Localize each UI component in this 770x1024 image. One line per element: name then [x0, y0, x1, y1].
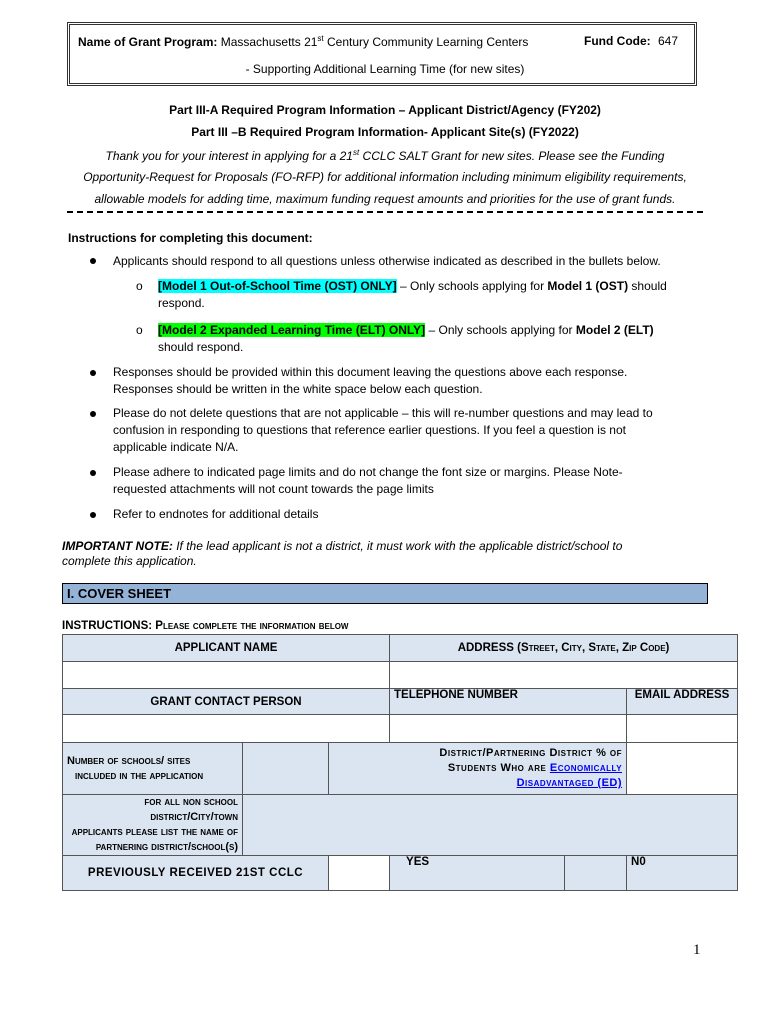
program-header-box [67, 22, 697, 86]
sub-bullet-marker: o [136, 279, 143, 293]
instruction-bullet-5: Refer to endnotes for additional details [113, 507, 319, 521]
sub-bullet-marker: o [136, 323, 143, 337]
previously-received-label: PREVIOUSLY RECEIVED 21ST CCLC [63, 856, 329, 891]
applicant-name-label: APPLICANT NAME [63, 635, 390, 662]
previously-received-field[interactable] [329, 856, 390, 891]
part-3b-title: Part III –B Required Program Information- Applicant Site(s) (FY2022) [191, 125, 579, 139]
disadvantaged-link[interactable]: Disadvantaged (ED) [516, 777, 623, 789]
bullet-icon [90, 470, 96, 476]
non-school-label: for all non school district/City/town applicants please list the name of partnering district/school(s) [63, 795, 243, 856]
model-2-instruction: [Model 2 Expanded Learning Time (ELT) ONLY] – Only schools applying for Model 2 (ELT) should respond. [158, 323, 654, 354]
important-note: IMPORTANT NOTE: If the lead applicant is not a district, it must work with the applicable district/school to complete this application. [62, 539, 623, 568]
cover-instructions: INSTRUCTIONS: Please complete the information below [62, 620, 349, 632]
contact-person-field[interactable] [63, 715, 390, 743]
instruction-bullet-3: Please do not delete questions that are not applicable – this will re-number questions and may lead to confusion in responding to questions that reference earlier questions. If you feel a question is not applicable indicate N/A. [113, 406, 653, 454]
email-field[interactable] [627, 715, 738, 743]
telephone-field[interactable] [390, 715, 627, 743]
no-option[interactable]: N0 [627, 856, 738, 891]
bullet-icon [90, 411, 96, 417]
applicant-name-field[interactable] [63, 662, 390, 689]
address-label: ADDRESS (Street, City, State, Zip Code) [390, 635, 738, 662]
instruction-bullet-2: Responses should be provided within this document leaving the questions above each response. Responses should be written in the white space below each question. [113, 365, 628, 396]
fund-code-value: 647 [658, 34, 679, 48]
ed-percent-field[interactable] [627, 743, 738, 795]
model-1-highlight: [Model 1 Out-of-School Time (OST) ONLY] [158, 279, 397, 293]
num-schools-label: Number of schools/ sites included in the application [63, 743, 243, 795]
bullet-icon [90, 258, 96, 264]
non-school-field[interactable] [243, 795, 738, 856]
grant-program-name: Massachusetts 21st Century Community Learning Centers [220, 34, 529, 49]
cover-sheet-table [62, 634, 738, 891]
section-divider [67, 211, 703, 213]
telephone-label: TELEPHONE NUMBER [390, 689, 627, 715]
grant-program-line [78, 34, 528, 49]
fund-code [584, 34, 678, 48]
num-schools-field[interactable] [243, 743, 329, 795]
part-3a-title: Part III-A Required Program Information – Applicant District/Agency (FY202) [169, 103, 601, 117]
yes-option[interactable]: YES [390, 856, 565, 891]
model-2-highlight: [Model 2 Expanded Learning Time (ELT) ONLY] [158, 323, 426, 337]
instruction-bullet-4: Please adhere to indicated page limits and do not change the font size or margins. Please Note- requested attachments will not count towards the page limits [113, 465, 623, 496]
instruction-bullet-1: Applicants should respond to all questions unless otherwise indicated as described in the bullets below. [113, 254, 661, 268]
intro-line-2: Opportunity-Request for Proposals (FO-RFP) for additional information including minimum eligibility requirements, [83, 170, 687, 184]
grant-program-label: Name of Grant Program: [78, 35, 218, 49]
grant-program-subtitle: - Supporting Additional Learning Time (for new sites) [245, 62, 525, 76]
bullet-icon [90, 370, 96, 376]
ed-percent-label: District/Partnering District % of Students Who are Economically Disadvantaged (ED) [329, 743, 627, 795]
contact-person-label: GRANT CONTACT PERSON [63, 689, 390, 715]
bullet-icon [90, 512, 96, 518]
model-1-instruction: [Model 1 Out-of-School Time (OST) ONLY] – Only schools applying for Model 1 (OST) should respond. [158, 279, 667, 310]
intro-line-3: allowable models for adding time, maximum funding request amounts and priorities for the use of grant funds. [94, 192, 676, 206]
email-label: EMAIL ADDRESS [627, 689, 738, 715]
intro-line-1: Thank you for your interest in applying for a 21st CCLC SALT Grant for new sites. Please see the Funding [105, 148, 665, 163]
instructions-heading: Instructions for completing this document: [68, 231, 313, 245]
cover-sheet-heading: I. COVER SHEET [62, 583, 708, 604]
address-field[interactable] [390, 662, 738, 689]
economically-link[interactable]: Economically [549, 762, 623, 774]
fund-code-label: Fund Code: [584, 34, 651, 48]
page-number: 1 [693, 942, 701, 958]
yes-checkbox[interactable] [565, 856, 627, 891]
